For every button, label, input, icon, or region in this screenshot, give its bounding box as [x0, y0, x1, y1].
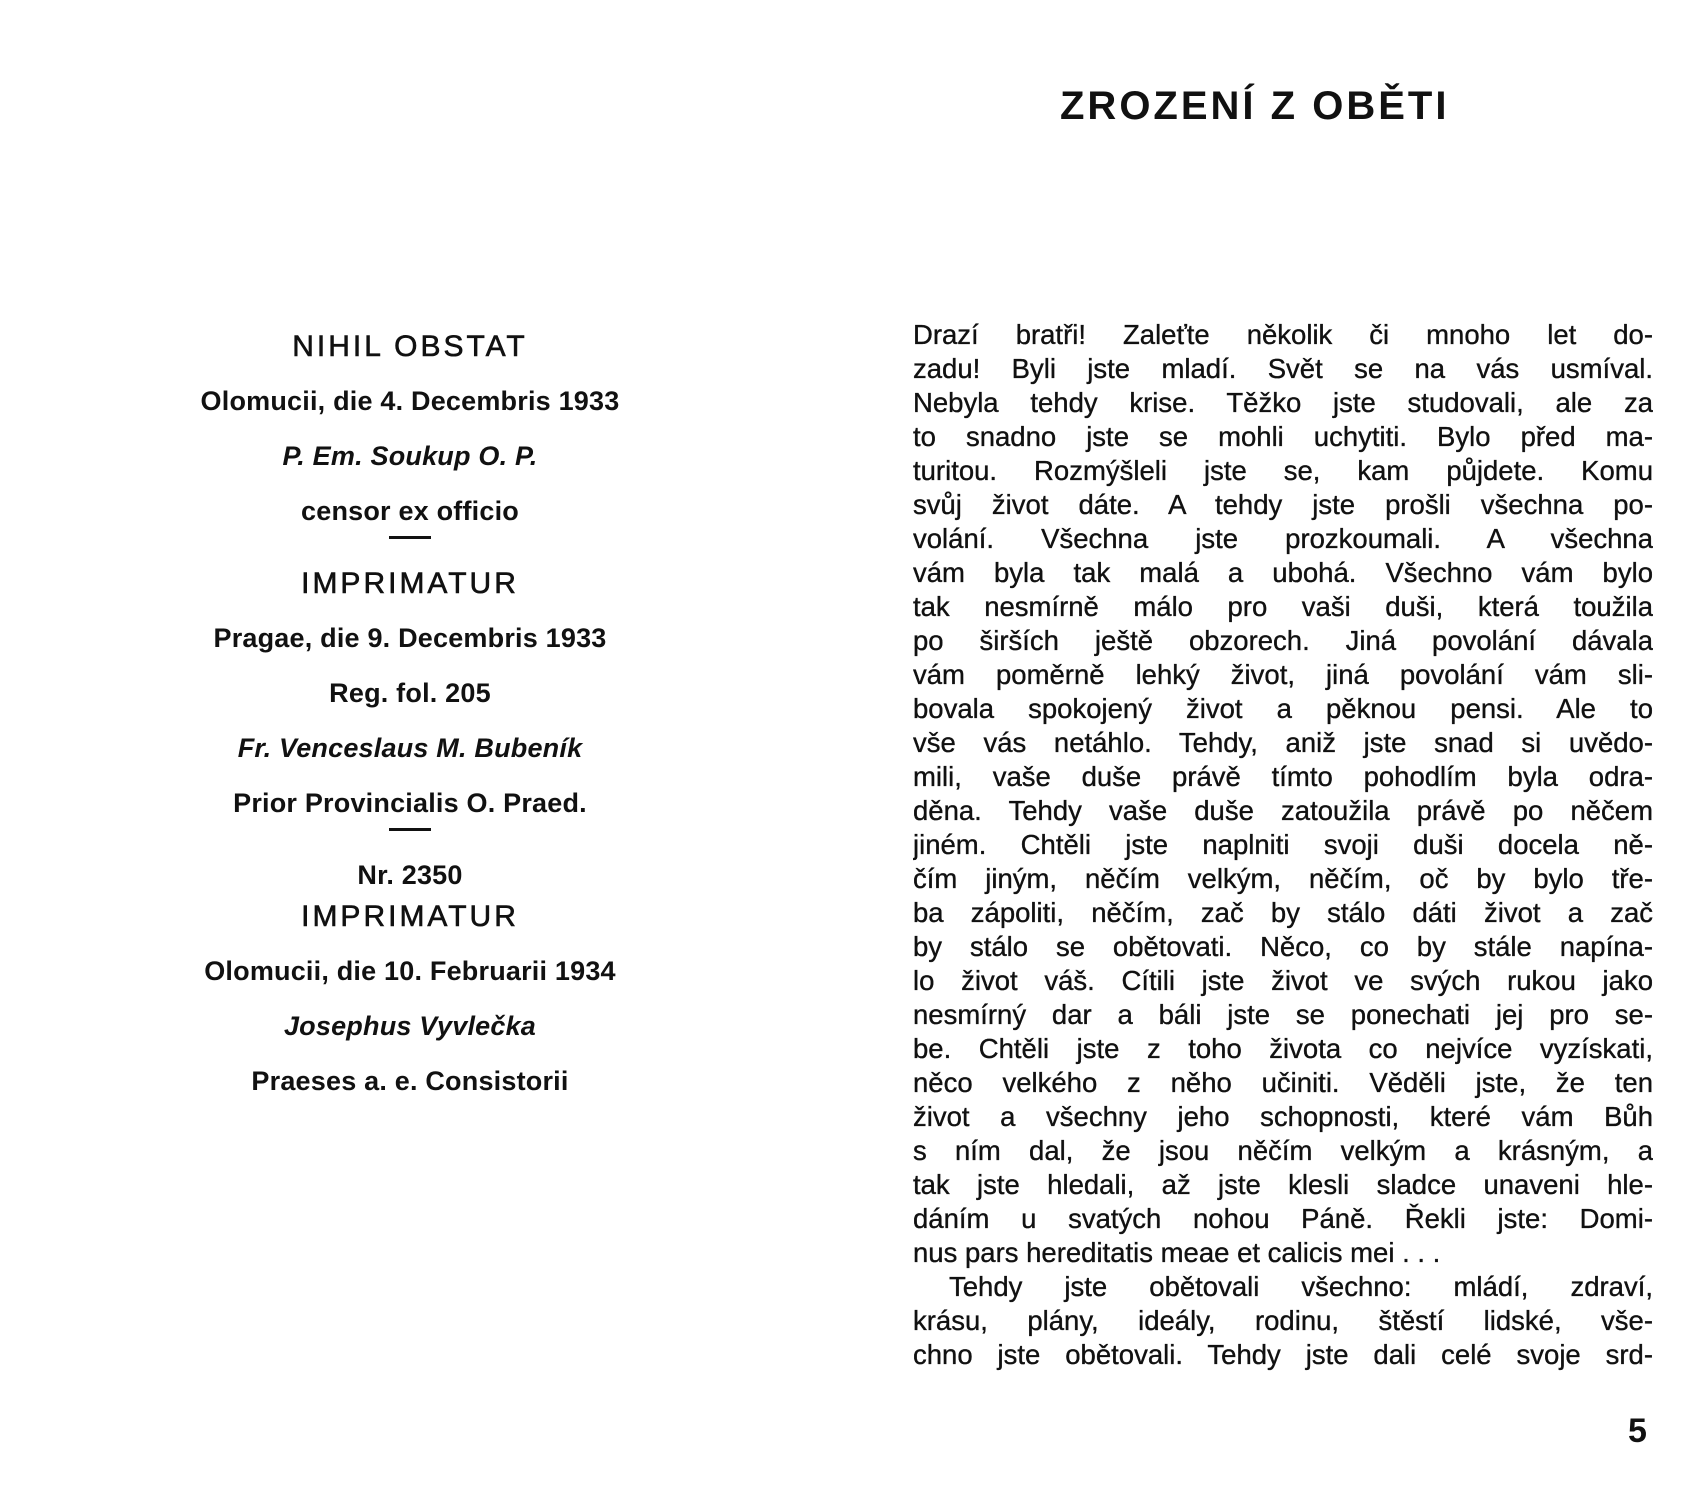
imprimatur-block: [140, 330, 680, 1120]
text-line: svůj život dáte. A tehdy jste prošli všechna po-: [913, 489, 1653, 520]
text-line: volání. Všechna jste prozkoumali. A všechna: [913, 523, 1653, 554]
text-line: vám byla tak malá a ubohá. Všechno vám bylo: [913, 557, 1653, 588]
nihil-obstat-place-date: Olomucii, die 4. Decembris 1933: [200, 386, 620, 416]
imprimatur-heading-1: IMPRIMATUR: [301, 567, 519, 600]
text-line: Tehdy jste obětovali všechno: mládí, zdraví,: [949, 1271, 1653, 1302]
section-divider: [389, 828, 431, 831]
text-line: nesmírný dar a báli jste se ponechati jej pro se-: [913, 999, 1653, 1030]
imprimatur-heading-2: IMPRIMATUR: [301, 900, 519, 933]
text-line: ba zápoliti, něčím, zač by stálo dáti život a zač: [913, 897, 1653, 928]
text-line: Nebyla tehdy krise. Těžko jste studovali, ale za: [913, 387, 1653, 418]
body-text: [913, 318, 1653, 1372]
text-line: s ním dal, že jsou něčím velkým a krásným, a: [913, 1135, 1653, 1166]
text-line: dáním u svatých nohou Páně. Řekli jste: Domi-: [913, 1203, 1653, 1234]
imprimatur-2-number: Nr. 2350: [357, 860, 463, 890]
prior-role: Prior Provincialis O. Praed.: [233, 788, 587, 818]
text-line: jiném. Chtěli jste naplniti svoji duši docela ně-: [913, 829, 1653, 860]
imprimatur-1-reg: Reg. fol. 205: [329, 678, 491, 708]
text-line: turitou. Rozmýšleli jste se, kam půjdete. Komu: [913, 455, 1653, 486]
text-line: by stálo se obětovati. Něco, co by stále napína-: [913, 931, 1653, 962]
text-line: zadu! Byli jste mladí. Svět se na vás usmíval.: [913, 353, 1653, 384]
text-line: chno jste obětovali. Tehdy jste dali celé svoje srd-: [913, 1339, 1653, 1370]
praeses-role: Praeses a. e. Consistorii: [251, 1066, 569, 1096]
text-line: děna. Tehdy vaše duše zatoužila právě po něčem: [913, 795, 1653, 826]
page-number: 5: [1628, 1412, 1647, 1450]
text-line: čím jiným, něčím velkým, něčím, oč by bylo tře-: [913, 863, 1653, 894]
imprimatur-1-place-date: Pragae, die 9. Decembris 1933: [213, 623, 607, 653]
text-line: život a všechny jeho schopnosti, které vám Bůh: [913, 1101, 1653, 1132]
censor-name: P. Em. Soukup O. P.: [282, 441, 538, 471]
text-line: krásu, plány, ideály, rodinu, štěstí lidské, vše-: [913, 1305, 1653, 1336]
text-line: lo život váš. Cítili jste život ve svých rukou jako: [913, 965, 1653, 996]
nihil-obstat-heading: NIHIL OBSTAT: [292, 330, 528, 363]
censor-role: censor ex officio: [301, 496, 519, 526]
imprimatur-2-place-date: Olomucii, die 10. Februarii 1934: [204, 956, 616, 986]
text-line: be. Chtěli jste z toho života co nejvíce vyzískati,: [913, 1033, 1653, 1064]
text-line: vše vás netáhlo. Tehdy, aniž jste snad si uvědo-: [913, 727, 1653, 758]
text-line: to snadno jste se mohli uchytiti. Bylo před ma-: [913, 421, 1653, 452]
praeses-name: Josephus Vyvlečka: [283, 1011, 537, 1041]
chapter-title: ZROZENÍ Z OBĚTI: [1060, 84, 1450, 128]
text-line: něco velkého z něho učiniti. Věděli jste, že ten: [913, 1067, 1653, 1098]
text-line: vám poměrně lehký život, jiná povolání vám sli-: [913, 659, 1653, 690]
text-line: po širších ještě obzorech. Jiná povolání dávala: [913, 625, 1653, 656]
section-divider: [389, 536, 431, 539]
text-line: nus pars hereditatis meae et calicis mei . . .: [913, 1237, 1441, 1268]
text-line: mili, vaše duše právě tímto pohodlím byla odra-: [913, 761, 1653, 792]
prior-name: Fr. Venceslaus M. Bubeník: [237, 733, 583, 763]
text-line: tak jste hledali, až jste klesli sladce unaveni hle-: [913, 1169, 1653, 1200]
text-line: bovala spokojený život a pěknou pensi. Ale to: [913, 693, 1653, 724]
text-line: Drazí bratři! Zaleťte několik či mnoho let do-: [913, 319, 1653, 350]
text-line: tak nesmírně málo pro vaši duši, která toužila: [913, 591, 1653, 622]
